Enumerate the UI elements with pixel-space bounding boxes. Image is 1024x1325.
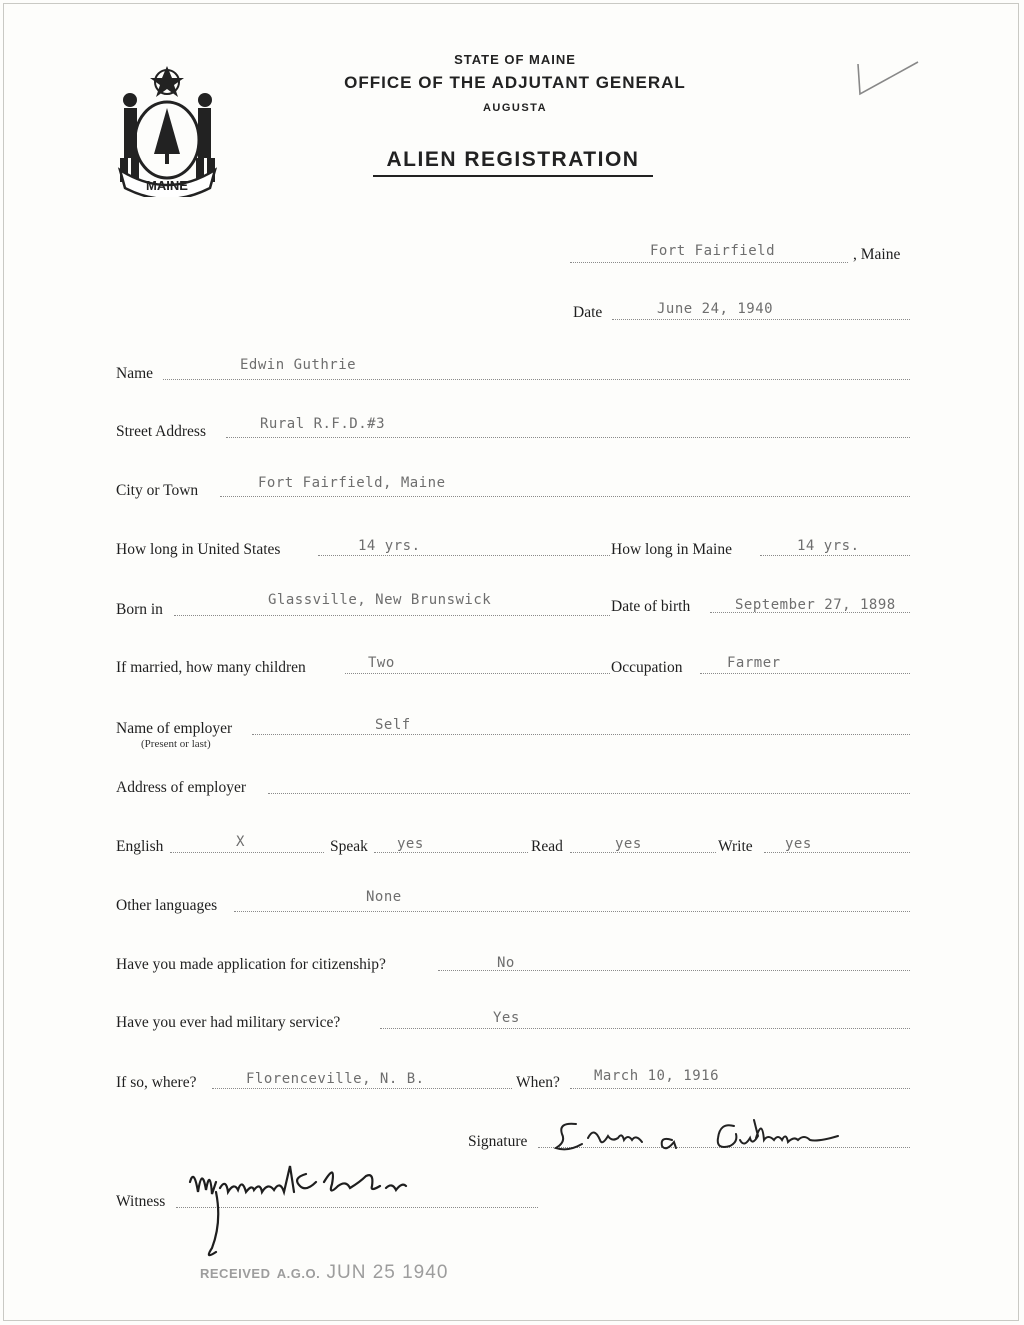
born-in-dotted-line — [174, 615, 610, 616]
employer-name-dotted-line — [252, 734, 910, 735]
how-long-maine-value: 14 yrs. — [797, 538, 860, 554]
employer-name-label: Name of employer — [116, 720, 233, 737]
write-dotted-line — [764, 852, 910, 853]
name-label: Name — [116, 365, 154, 382]
city-or-town-value: Fort Fairfield, Maine — [258, 475, 446, 491]
occupation-dotted-line — [700, 673, 910, 674]
how-long-us-dotted-line — [318, 555, 610, 556]
date-value: June 24, 1940 — [657, 301, 774, 317]
checkmark-icon — [848, 56, 928, 101]
born-in-value: Glassville, New Brunswick — [268, 592, 492, 608]
how-long-maine-dotted-line — [760, 555, 910, 556]
children-dotted-line — [345, 673, 610, 674]
service-when-value: March 10, 1916 — [594, 1068, 720, 1084]
occupation-value: Farmer — [727, 655, 781, 671]
how-long-us-value: 14 yrs. — [358, 538, 421, 554]
name-value: Edwin Guthrie — [240, 357, 357, 373]
other-languages-label: Other languages — [116, 897, 218, 914]
employer-address-dotted-line — [268, 793, 910, 794]
read-value: yes — [615, 836, 642, 852]
signature-handwriting — [548, 1112, 868, 1160]
stamp-date-text: JUN 25 1940 — [326, 1262, 449, 1283]
witness-label: Witness — [116, 1193, 166, 1210]
service-where-value: Florenceville, N. B. — [246, 1071, 425, 1087]
date-dotted-line — [612, 319, 910, 320]
occupation-label: Occupation — [611, 659, 683, 676]
city-or-town-dotted-line — [220, 496, 910, 497]
street-address-dotted-line — [226, 437, 910, 438]
english-label: English — [116, 838, 164, 855]
service-where-dotted-line — [212, 1088, 512, 1089]
speak-label: Speak — [330, 838, 368, 855]
children-value: Two — [368, 655, 395, 671]
name-dotted-line — [163, 379, 910, 380]
employer-name-value: Self — [375, 717, 411, 733]
citizenship-label: Have you made application for citizenship? — [116, 956, 386, 973]
received-stamp — [200, 1262, 448, 1284]
english-dotted-line — [170, 852, 324, 853]
born-in-label: Born in — [116, 601, 163, 618]
citizenship-value: No — [497, 955, 515, 971]
service-where-label: If so, where? — [116, 1074, 197, 1091]
street-address-label: Street Address — [116, 423, 206, 440]
witness-signature-handwriting — [176, 1152, 426, 1264]
form-title: ALIEN REGISTRATION — [373, 148, 653, 177]
military-service-dotted-line — [380, 1028, 910, 1029]
state-suffix-label: , Maine — [853, 246, 901, 263]
stamp-initials-text: A.G.O. — [276, 1266, 321, 1281]
street-address-value: Rural R.F.D.#3 — [260, 416, 386, 432]
employer-address-label: Address of employer — [116, 779, 246, 796]
service-when-label: When? — [516, 1074, 560, 1091]
employer-name-sublabel: (Present or last) — [141, 738, 211, 750]
office-heading: OFFICE OF THE ADJUTANT GENERAL — [344, 73, 686, 92]
speak-dotted-line — [374, 852, 528, 853]
speak-value: yes — [397, 836, 424, 852]
military-service-label: Have you ever had military service? — [116, 1014, 341, 1031]
english-value: X — [236, 834, 245, 850]
stamp-received-text: RECEIVED — [200, 1266, 271, 1281]
how-long-us-label: How long in United States — [116, 541, 281, 558]
city-heading: AUGUSTA — [482, 102, 548, 114]
other-languages-value: None — [366, 889, 402, 905]
city-or-town-label: City or Town — [116, 482, 199, 499]
military-service-value: Yes — [493, 1010, 520, 1026]
read-label: Read — [531, 838, 563, 855]
state-heading: STATE OF MAINE — [454, 52, 576, 67]
other-languages-dotted-line — [234, 911, 910, 912]
date-of-birth-value: September 27, 1898 — [735, 597, 896, 613]
read-dotted-line — [570, 852, 716, 853]
seal-text: MAINE — [146, 178, 188, 193]
how-long-maine-label: How long in Maine — [611, 541, 732, 558]
signature-label: Signature — [468, 1133, 528, 1150]
state-seal-icon — [110, 62, 225, 197]
write-label: Write — [718, 838, 753, 855]
service-when-dotted-line — [570, 1088, 910, 1089]
town-value: Fort Fairfield — [650, 243, 776, 259]
town-dotted-line — [570, 262, 848, 263]
write-value: yes — [785, 836, 812, 852]
date-label: Date — [573, 304, 603, 321]
children-label: If married, how many children — [116, 659, 306, 676]
date-of-birth-label: Date of birth — [611, 598, 691, 615]
